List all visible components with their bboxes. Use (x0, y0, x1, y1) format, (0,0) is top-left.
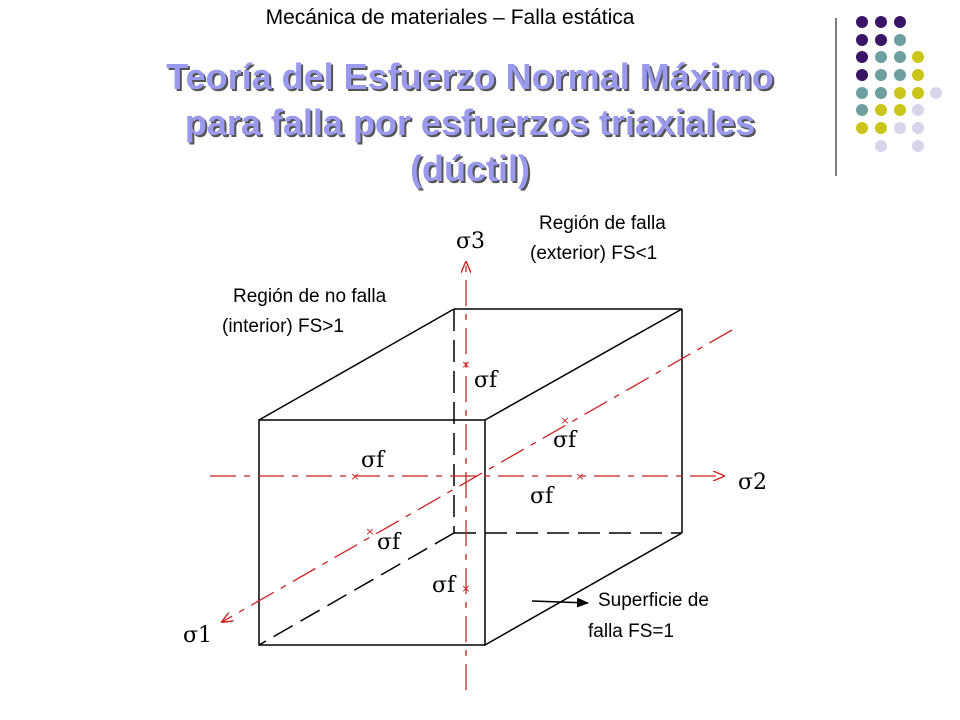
tick-mark: × (560, 414, 570, 427)
slide-header: Mecánica de materiales – Falla estática (265, 6, 635, 29)
nofailure-region-label-1: Región de no falla (233, 286, 387, 307)
title-line-2: para falla por esfuerzos triaxiales (184, 102, 756, 143)
sigma-f-label: σf (432, 573, 456, 598)
sigma-f-label: σf (361, 448, 385, 473)
title-line-1: Teoría del Esfuerzo Normal Máximo (166, 56, 774, 97)
cube-edge (485, 309, 682, 420)
title-line-3: (dúctil) (410, 148, 530, 189)
sigma-f-label: σf (474, 368, 498, 393)
sigma3-label: σ3 (456, 229, 486, 254)
failure-region-label-1: Región de falla (539, 213, 666, 234)
tick-mark: × (575, 470, 585, 483)
sigma-f-label: σf (553, 428, 577, 453)
sigma-f-label: σf (377, 530, 401, 555)
sigma1-label: σ1 (183, 623, 213, 648)
tick-mark: × (461, 582, 471, 595)
tick-mark: × (461, 358, 471, 371)
tick-mark: × (365, 525, 375, 538)
nofailure-region-label-2: (interior) FS>1 (222, 316, 344, 337)
surface-label-1: Superficie de (598, 590, 709, 611)
surface-label-2: falla FS=1 (588, 621, 675, 642)
failure-region-label-2: (exterior) FS<1 (530, 243, 658, 264)
sigma-f-label: σf (530, 484, 554, 509)
cube-hidden-edge (259, 533, 454, 645)
sigma2-label: σ2 (738, 470, 768, 495)
surface-arrow (532, 601, 588, 603)
tick-mark: × (350, 470, 360, 483)
